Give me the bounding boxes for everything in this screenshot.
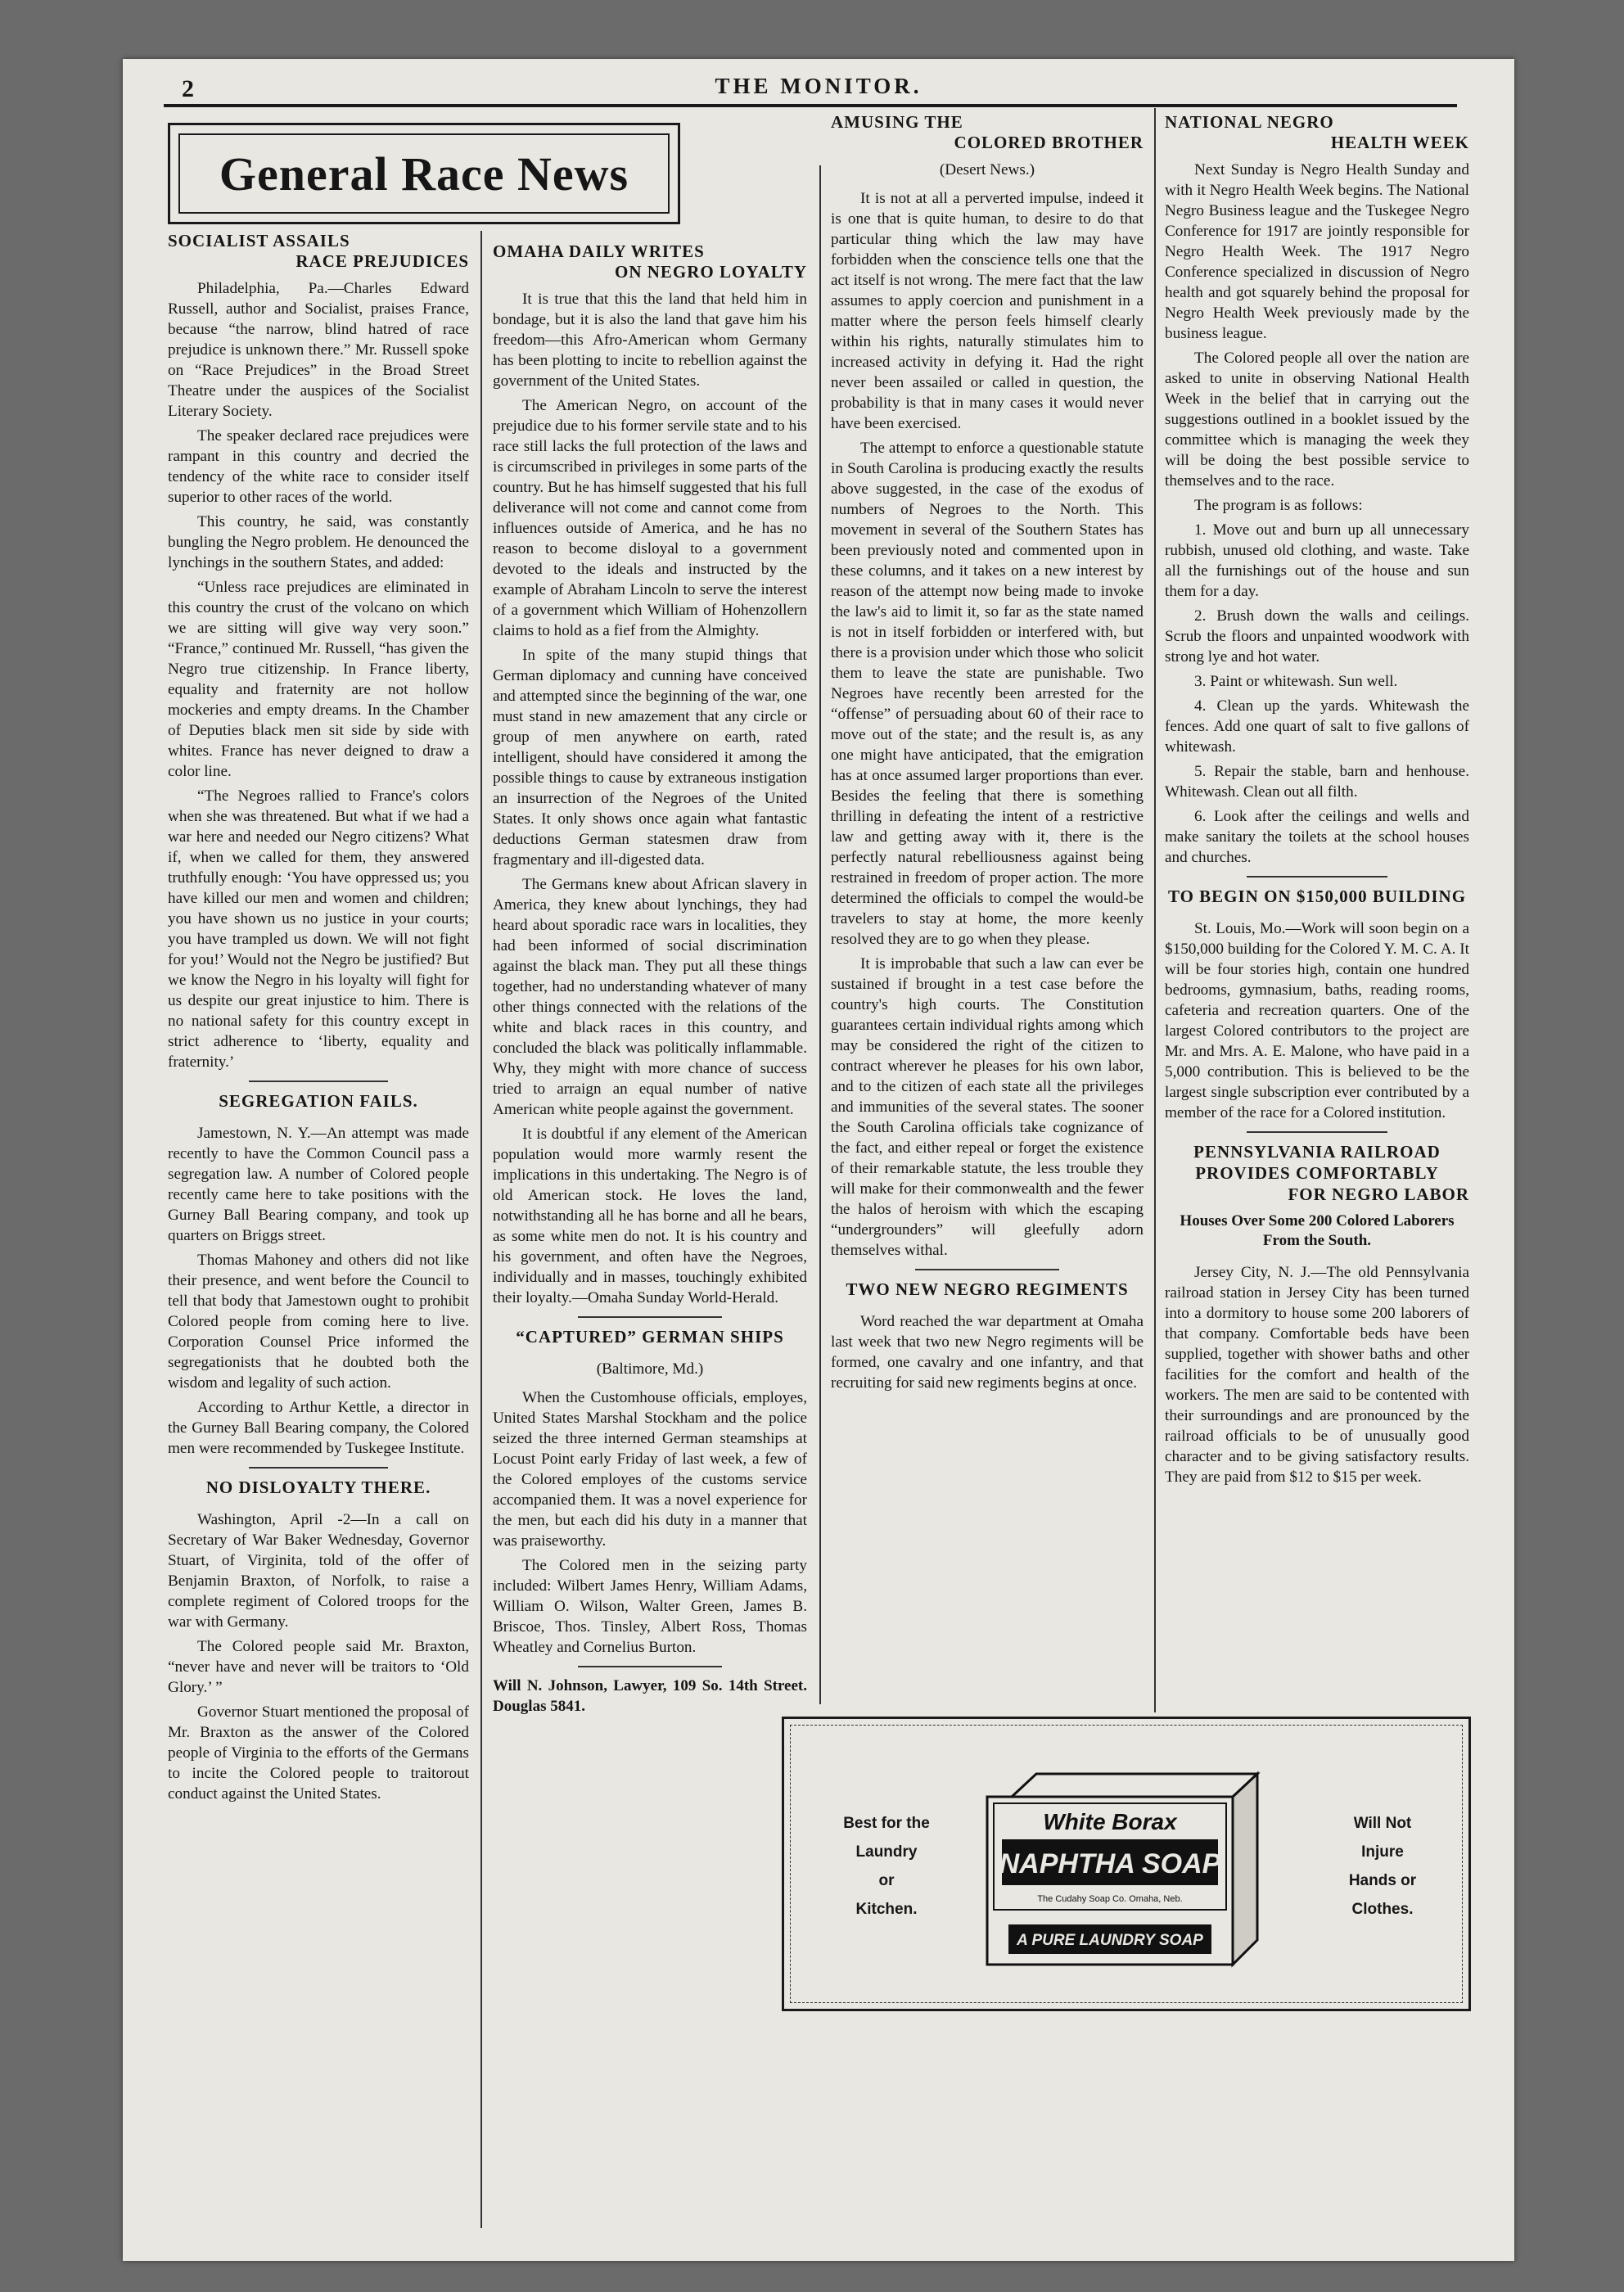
headline-socialist <box>168 231 469 272</box>
program-item: 6. Look after the ceilings and wells and make sanitary the toilets at the school houses and churches. <box>1165 808 1469 866</box>
program-item: 5. Repair the stable, barn and henhouse. Whitewash. Clean out all filth. <box>1165 763 1469 801</box>
paragraph: The Colored people all over the nation are asked to unite in observing National Health Week in the belief that in carrying out the suggestions outlined in a booklet issued by the committee which is managing the week they will be doing the best possible service to themselves and to the race. <box>1165 350 1469 490</box>
headline-captured-ships: “CAPTURED” GERMAN SHIPS <box>516 1327 784 1347</box>
paragraph: It is doubtful if any element of the American population would more warmly resent the implications in this undertaking. The Negro is of old American stock. He loves the land, notwithstanding all he has borne and all he bears, as some white men do not. It is his country and his government, and often have the Negroes, individually and in masses, touchingly exhibited their loyalty.—Omaha Sunday World-Herald. <box>493 1126 807 1306</box>
paragraph: When the Customhouse officials, employes, United States Marshal Stockham and the police seized the three interned German steamships at Locust Point early Friday of last week, a few of the Colored employes of the customs service accompanied them. It was a novel experience for the men, but each did his duty in a manner that was praiseworthy. <box>493 1389 807 1550</box>
paragraph: Washington, April -2—In a call on Secretary of War Baker Wednesday, Governor Stuart, of Virginita, told of the offer of Benjamin Braxton, of Norfolk, to raise a complete regiment of Colored troops for the war with Germany. <box>168 1511 469 1631</box>
brand-main: NAPHTHA SOAP <box>999 1848 1221 1879</box>
article-separator <box>1247 876 1387 878</box>
headline-line: SOCIALIST ASSAILS <box>168 231 350 250</box>
brand-bottom: A PURE LAUNDRY SOAP <box>1017 1932 1203 1949</box>
paragraph: St. Louis, Mo.—Work will soon begin on a $150,000 building for the Colored Y. M. C. A. It will be four stories high, contain one hundred bedrooms, gymnasium, baths, reading rooms, cafeteria and recreation quarters. One of the largest Colored contributors to the project are Mr. and Mrs. A. E. Malone, who have paid in a 5,000 contribution. This is believed to be the largest single subscription ever contributed by a member of the race for a Colored institution. <box>1165 920 1469 1121</box>
paragraph: It is not at all a perverted impulse, indeed it is one that is quite human, to desire to do that particular thing which the law may have forbidden when the conscience tells one that the act itself is not wrong. The mere fact that the law assumes to apply coercion and punishment in a matter where the person feels himself clearly within his rights, naturally stimulates him to increased activity in defying it. Had the right never been assailed or called in question, the probability is that in many cases it would never have been exercised. <box>831 190 1144 432</box>
paragraph: It is true that this the land that held him in bondage, but it is also the land that gave him his freedom—this Afro-American whom Germany has been plotting to incite to rebellion against the government of the United States. <box>493 291 807 390</box>
ad-line: Clothes. <box>1351 1901 1414 1918</box>
headline-line: RACE PREJUDICES <box>295 251 469 271</box>
paragraph: It is improbable that such a law can ever be sustained if brought in a test case before the country's high courts. The Constitution guarantees certain individual rights among which may be considered the right of the citizen to contract wherever he pleases for his own labor, and to the citizen of each state all the privileges and immunities of the several states. The sooner the South Carolina officials take cognizance of the fact, and either repeal or forget the existence of their remarkable statute, the less trouble they will make for their commonwealth and the fewer the halos of heroism with which the escaping “undergrounders” will gleefully adorn themselves withal. <box>831 955 1144 1259</box>
paragraph: This country, he said, was constantly bungling the Negro problem. He denounced the lynchings in the southern States, and added: <box>168 513 469 571</box>
masthead-rule <box>164 104 1457 107</box>
column-rule <box>819 165 821 1704</box>
paragraph: Philadelphia, Pa.—Charles Edward Russell, author and Socialist, praises France, because “the narrow, blind hatred of race prejudice is unknown there.” Mr. Russell spoke on “Race Prejudices” in the Broad Street Theatre under the auspices of the Socialist Literary Society. <box>168 280 469 420</box>
paragraph: The speaker declared race prejudices were rampant in this country and decried the tendency of the white race to consider itself superior to other races of the world. <box>168 427 469 506</box>
column-4 <box>1165 112 1469 1491</box>
headline-regiments: TWO NEW NEGRO REGIMENTS <box>846 1279 1129 1299</box>
ad-line: Best for the <box>843 1815 930 1832</box>
section-banner <box>168 123 680 224</box>
paragraph: Jersey City, N. J.—The old Pennsylvania railroad station in Jersey City has been turned into a dormitory to house some 200 laborers of that company. Comfortable beds have been supplied, together with shower baths and other facilities for the comfort and health of the workers. The men are said to be contented with their surroundings and are pronounced by the railroad officials to be of unusually good character and to be giving satisfactory results. They are paid from $12 to $15 per week. <box>1165 1264 1469 1486</box>
ad-line: Injure <box>1361 1843 1404 1861</box>
brand-maker: The Cudahy Soap Co. Omaha, Neb. <box>1037 1894 1183 1904</box>
headline-health-week <box>1165 112 1469 153</box>
paragraph: “The Negroes rallied to France's colors when she was threatened. But what if we had a war here and needed our Negro citizens? What if, when we called for them, they answered truthfully enough: ‘You have oppressed us; you have killed our men and women and children; you have shown us no justice in your courts; you have trampled us down. We will not fight for you!’ Would not the Negro be justified? But we know the Negro in his loyalty will fight for us despite our great injustice to him. There is no national safety for this country except in strict adherence to ‘liberty, equality and fraternity.’ <box>168 787 469 1071</box>
headline-line: PROVIDES COMFORTABLY <box>1195 1163 1439 1183</box>
headline-no-disloyalty: NO DISLOYALTY THERE. <box>205 1478 431 1497</box>
ad-line: Will Not <box>1353 1815 1412 1832</box>
headline-amusing <box>831 112 1144 153</box>
paragraph: In spite of the many stupid things that German diplomacy and cunning have conceived and attempted since the beginning of the war, one must stand in new amazement that any circle or group of men anywhere on earth, rated intelligent, should have considered it among the possible things to cause by extraneous instigation an insurrection of the Negroes of the United States. It only shows once again what fantastic deductions German statesmen draw from fragmentary and ill-digested data. <box>493 647 807 869</box>
newspaper-page <box>123 59 1514 2261</box>
headline-railroad <box>1165 1141 1469 1205</box>
dateline: (Baltimore, Md.) <box>596 1360 704 1378</box>
paragraph: The American Negro, on account of the prejudice due to his former servile state and to his race still lacks the full protection of the laws and is circumscribed in privileges in some parts of the country. But he has himself suggested that his full deliverance will not come and cannot come from influences outside of America, and he has no reason to become disloyal to a government devoted to the ideals and instructed by the example of Abraham Lincoln to serve the interest of a government which William of Hohenzollern claims to hold as a fief from the Almighty. <box>493 397 807 639</box>
paragraph: Next Sunday is Negro Health Sunday and with it Negro Health Week begins. The National Negro Business league and the Tuskegee Negro Conference for 1917 are jointly responsible for Negro Health Week. The 1917 Negro Conference specialized in discussion of Negro health and got squarely behind the proposal for Negro Health Week previously made by the business league. <box>1165 161 1469 342</box>
program-item: 3. Paint or whitewash. Sun well. <box>1194 673 1398 690</box>
program-item: 2. Brush down the walls and ceilings. Scrub the floors and unpainted woodwork with strong lye and hot water. <box>1165 607 1469 665</box>
paragraph: The Colored men in the seizing party included: Wilbert James Henry, William Adams, William O. Wilson, Walter Green, James B. Briscoe, Thos. Tinsley, Albert Ross, Thomas Wheatley and Cornelius Burton. <box>493 1557 807 1656</box>
article-separator <box>249 1081 387 1082</box>
headline-line: FOR NEGRO LABOR <box>1288 1184 1469 1204</box>
paragraph: According to Arthur Kettle, a director in the Gurney Ball Bearing company, the Colored men were recommended by Tuskegee Institute. <box>168 1399 469 1457</box>
headline-line: COLORED BROTHER <box>954 133 1144 152</box>
article-separator <box>249 1467 387 1469</box>
ad-line: Hands or <box>1348 1872 1417 1889</box>
masthead: THE MONITOR. <box>715 74 923 98</box>
dateline: (Desert News.) <box>939 161 1035 178</box>
page-number: 2 <box>182 75 194 102</box>
paragraph: The Germans knew about African slavery in America, they knew about lynchings, they had heard about sporadic race wars in localities, they had been informed of social discrimination against the black man. They put all these things together, had no understanding whatever of many other things connected with the relations of the white and black races in this country, and concluded the black was politically inflammable. Why, they might with more chance of success tried to arraign an equal number of native American white people against the government. <box>493 876 807 1118</box>
headline-line: OMAHA DAILY WRITES <box>493 241 705 261</box>
article-separator <box>1247 1131 1387 1133</box>
paragraph: Jamestown, N. Y.—An attempt was made recently to have the Common Council pass a segregation law. A number of Colored people recently came here to take positions with the Gurney Ball Bearing company, and took up quarters on Briggs street. <box>168 1125 469 1244</box>
brand-top: White Borax <box>1043 1809 1177 1834</box>
headline-omaha <box>493 241 807 282</box>
column-rule <box>480 231 482 2228</box>
column-rule <box>1154 108 1156 1712</box>
headline-line: AMUSING THE <box>831 112 963 132</box>
ad-right-text <box>1321 1809 1444 1924</box>
paragraph: The program is as follows: <box>1194 497 1363 514</box>
headline-building: TO BEGIN ON $150,000 BUILDING <box>1167 887 1467 906</box>
ad-left-text <box>825 1809 948 1924</box>
headline-line: HEALTH WEEK <box>1330 133 1469 152</box>
ad-line: Laundry <box>855 1843 918 1861</box>
program-item: 1. Move out and burn up all unnecessary rubbish, unused old clothing, and waste. Take all the furnishings out of the house and sun them for a day. <box>1165 521 1469 600</box>
soap-advertisement <box>782 1717 1471 2011</box>
article-separator <box>915 1269 1059 1270</box>
headline-line: ON NEGRO LOYALTY <box>614 262 807 282</box>
section-title: General Race News <box>219 147 629 201</box>
paragraph: Word reached the war department at Omaha last week that two new Negro regiments will be formed, one cavalry and one infantry, and that recruiting for said new regiments begins at once. <box>831 1313 1144 1392</box>
article-separator <box>578 1316 723 1318</box>
ad-line: or <box>878 1872 895 1889</box>
subheadline: Houses Over Some 200 Colored Laborers From the South. <box>1180 1212 1455 1249</box>
headline-segregation: SEGREGATION FAILS. <box>219 1091 418 1111</box>
lawyer-notice: Will N. Johnson, Lawyer, 109 So. 14th Street. Douglas 5841. <box>493 1677 807 1715</box>
program-item: 4. Clean up the yards. Whitewash the fences. Add one quart of salt to five gallons of whitewash. <box>1165 697 1469 756</box>
paragraph: The attempt to enforce a questionable statute in South Carolina is producing exactly the results above suggested, in the case of the exodus of numbers of Negroes to the North. This movement in several of the Southern States has been previously noted and commented upon in these columns, and it takes on a new interest by reason of the attempt now being made to invoke the law's aid to limit it, so far as the state named is not in itself forbidden or interfered with, but there is a provision under which those who solicit them to leave the state are punishable. Two Negroes have recently been arrested for the “offense” of persuading about 60 of their race to move out of the state; and the result is, as any one might have anticipated, that the emigration has at once assumed larger proportions than ever. Besides the feeling that there is something thrilling in defeating the intent of a restrictive law and getting away with it, there is the perfectly natural rebelliousness against being restrained in freedom of proper action. The more determined the officials to compel the would-be travelers to stay at home, the more keenly resolved they are to go when they please. <box>831 440 1144 948</box>
column-2 <box>493 235 807 1717</box>
soap-box-illustration <box>979 1764 1265 1977</box>
headline-line: PENNSYLVANIA RAILROAD <box>1193 1142 1441 1162</box>
paragraph: “Unless race prejudices are eliminated in this country the crust of the volcano on which we are sitting will give way very soon.” “France,” continued Mr. Russell, “has given the Negro true citizenship. In France liberty, equality and fraternity are not hollow mockeries and empty dreams. In the Chamber of Deputies black men sit side by side with whites. France has never deigned to draw a color line. <box>168 579 469 780</box>
column-3 <box>831 112 1144 1397</box>
article-separator <box>578 1666 723 1667</box>
paragraph: The Colored people said Mr. Braxton, “never have and never will be traitors to ‘Old Glory.’ ” <box>168 1638 469 1696</box>
headline-line: NATIONAL NEGRO <box>1165 112 1334 132</box>
paragraph: Thomas Mahoney and others did not like their presence, and went before the Council to tell that body that Jamestown ought to prohibit Colored people from coming here to live. Corporation Counsel Price informed the segregationists that he doubted both the wisdom and legality of such action. <box>168 1252 469 1392</box>
paragraph: Governor Stuart mentioned the proposal of Mr. Braxton as the answer of the Colored people of Virginia to the efforts of the Germans to incite the Colored people to traitorout conduct against the United States. <box>168 1703 469 1802</box>
ad-line: Kitchen. <box>855 1901 918 1918</box>
